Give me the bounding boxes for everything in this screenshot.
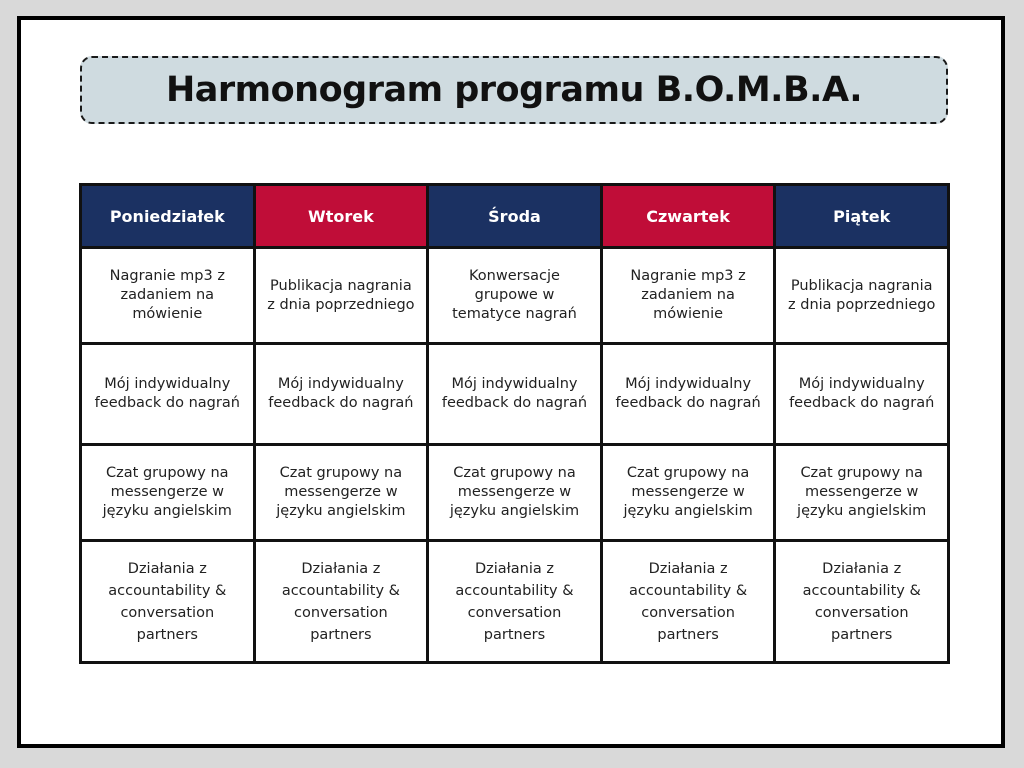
table-cell: Działania z accountability & conversation partners [428,541,602,663]
header-tuesday: Wtorek [254,185,428,248]
table-cell: Działania z accountability & conversation partners [775,541,949,663]
table-cell: Mój indywidualny feedback do nagrań [81,344,255,445]
table-cell: Czat grupowy na messengerze w języku angielskim [601,445,775,541]
table-cell: Czat grupowy na messengerze w języku angielskim [428,445,602,541]
table-cell: Działania z accountability & conversation partners [81,541,255,663]
table-cell: Mój indywidualny feedback do nagrań [601,344,775,445]
table-cell: Nagranie mp3 z zadaniem na mówienie [81,248,255,344]
table-cell: Publikacja nagrania z dnia poprzedniego [775,248,949,344]
header-monday: Poniedziałek [81,185,255,248]
table-row [81,541,949,663]
table-row [81,344,949,445]
table-cell: Nagranie mp3 z zadaniem na mówienie [601,248,775,344]
table-cell: Czat grupowy na messengerze w języku angielskim [775,445,949,541]
table-cell: Działania z accountability & conversation partners [601,541,775,663]
table-row [81,248,949,344]
schedule-card [17,16,1005,748]
table-cell: Czat grupowy na messengerze w języku angielskim [81,445,255,541]
schedule-table [79,183,950,664]
table-cell: Mój indywidualny feedback do nagrań [428,344,602,445]
header-thursday: Czwartek [601,185,775,248]
table-cell: Mój indywidualny feedback do nagrań [775,344,949,445]
table-cell: Działania z accountability & conversation partners [254,541,428,663]
header-wednesday: Środa [428,185,602,248]
table-cell: Konwersacje grupowe w tematyce nagrań [428,248,602,344]
table-cell: Czat grupowy na messengerze w języku angielskim [254,445,428,541]
header-friday: Piątek [775,185,949,248]
title-banner [80,56,948,124]
page-title: Harmonogram programu B.O.M.B.A. [166,70,862,110]
header-row [81,185,949,248]
table-cell: Publikacja nagrania z dnia poprzedniego [254,248,428,344]
table-cell: Mój indywidualny feedback do nagrań [254,344,428,445]
table-row [81,445,949,541]
